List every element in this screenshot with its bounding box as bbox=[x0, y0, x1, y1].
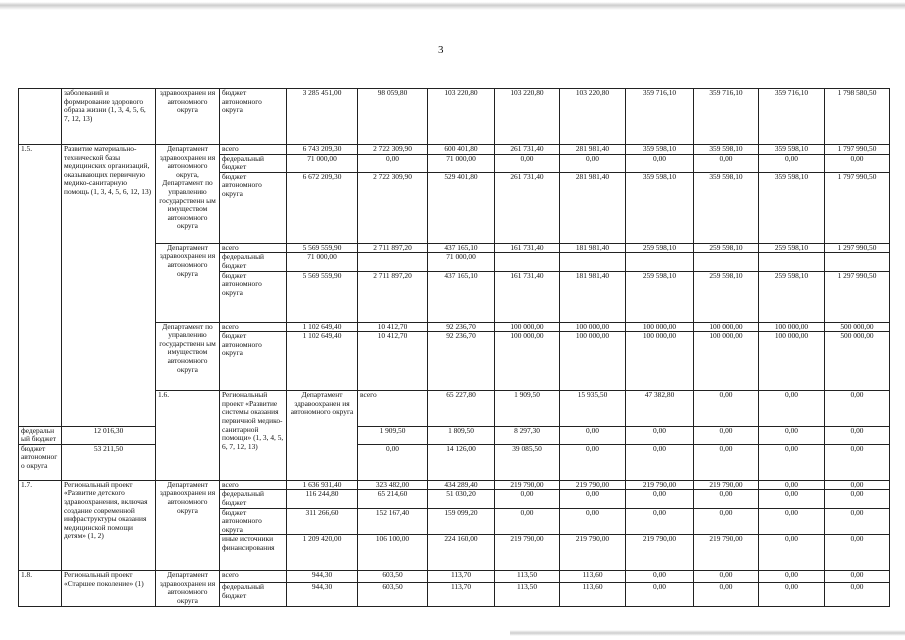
amount-cell: 0,00 bbox=[825, 154, 890, 172]
amount-cell: 0,00 bbox=[694, 508, 759, 535]
item-name-cell: Региональный проект «Развитие системы оказания первичной медико-санитарной помощи» (1, 3, 4, 5, 6, 7, 12, 13) bbox=[220, 391, 287, 481]
amount-cell: 1 797 990,50 bbox=[825, 172, 890, 243]
amount-cell: 10 412,70 bbox=[358, 322, 428, 332]
amount-cell: 0,00 bbox=[694, 571, 759, 583]
amount-cell: 944,30 bbox=[287, 571, 358, 583]
item-name-cell: Региональный проект «Развитие детского здравоохранения, включая создание современной инфраструктуры оказания медицинской помощи детям» (1, 2) bbox=[62, 480, 156, 571]
funding-source-cell: всего bbox=[220, 322, 287, 332]
amount-cell: 0,00 bbox=[694, 426, 759, 444]
amount-cell: 219 790,00 bbox=[626, 480, 694, 490]
amount-cell: 0,00 bbox=[825, 426, 890, 444]
amount-cell: 0,00 bbox=[759, 426, 825, 444]
amount-cell: 100 000,00 bbox=[626, 332, 694, 391]
amount-cell: 71 000,00 bbox=[287, 253, 358, 271]
amount-cell: 113,60 bbox=[560, 571, 626, 583]
amount-cell: 100 000,00 bbox=[560, 332, 626, 391]
amount-cell: 0,00 bbox=[495, 490, 560, 508]
amount-cell: 0,00 bbox=[495, 154, 560, 172]
amount-cell: 359 598,10 bbox=[759, 145, 825, 155]
funding-source-cell: бюджет автономного округа bbox=[220, 508, 287, 535]
amount-cell: 71 000,00 bbox=[428, 253, 495, 271]
executor-cell: Департамент здравоохранен ия автономного округа bbox=[156, 243, 220, 322]
amount-cell: 71 000,00 bbox=[287, 154, 358, 172]
amount-cell: 0,00 bbox=[560, 154, 626, 172]
executor-cell: Департамент здравоохранен ия автономного округа, Департамент по управлению государственн ым имуществом автономного округа bbox=[156, 145, 220, 244]
amount-cell: 1 297 990,50 bbox=[825, 243, 890, 253]
table-row bbox=[19, 480, 890, 490]
item-index-cell: 1.8. bbox=[19, 571, 62, 606]
amount-cell: 103 220,80 bbox=[495, 89, 560, 145]
amount-cell: 103 220,80 bbox=[428, 89, 495, 145]
amount-cell: 261 731,40 bbox=[495, 145, 560, 155]
amount-cell: 311 266,60 bbox=[287, 508, 358, 535]
amount-cell: 14 126,00 bbox=[428, 444, 495, 480]
amount-cell: 0,00 bbox=[759, 490, 825, 508]
item-index-cell: 1.5. bbox=[19, 145, 62, 427]
amount-cell: 47 382,80 bbox=[626, 391, 694, 426]
amount-cell: 1 809,50 bbox=[428, 426, 495, 444]
amount-cell: 100 000,00 bbox=[560, 322, 626, 332]
amount-cell: 1 102 649,40 bbox=[287, 322, 358, 332]
amount-cell: 0,00 bbox=[825, 480, 890, 490]
amount-cell: 603,50 bbox=[358, 571, 428, 583]
amount-cell: 65 214,60 bbox=[358, 490, 428, 508]
item-index-cell: 1.7. bbox=[19, 480, 62, 571]
amount-cell: 113,70 bbox=[428, 583, 495, 606]
executor-cell: Департамент здравоохранен ия автономного округа bbox=[156, 480, 220, 571]
funding-source-cell: федеральный бюджет bbox=[220, 583, 287, 606]
amount-cell: 224 160,00 bbox=[428, 535, 495, 571]
amount-cell: 159 099,20 bbox=[428, 508, 495, 535]
amount-cell: 0,00 bbox=[825, 583, 890, 606]
amount-cell: 0,00 bbox=[560, 426, 626, 444]
executor-cell: здравоохранен ия автономного округа bbox=[156, 89, 220, 145]
amount-cell: 0,00 bbox=[759, 583, 825, 606]
amount-cell: 6 743 209,30 bbox=[287, 145, 358, 155]
amount-cell: 359 598,10 bbox=[694, 172, 759, 243]
amount-cell: 161 731,40 bbox=[495, 243, 560, 253]
amount-cell: 259 598,10 bbox=[694, 243, 759, 253]
amount-cell: 113,70 bbox=[428, 571, 495, 583]
amount-cell: 1 102 649,40 bbox=[287, 332, 358, 391]
amount-cell: 65 227,80 bbox=[428, 391, 495, 426]
funding-source-cell: федеральный бюджет bbox=[220, 253, 287, 271]
amount-cell: 53 211,50 bbox=[62, 444, 156, 480]
amount-cell: 161 731,40 bbox=[495, 271, 560, 322]
amount-cell: 71 000,00 bbox=[428, 154, 495, 172]
amount-cell: 92 236,70 bbox=[428, 332, 495, 391]
amount-cell: 2 722 309,90 bbox=[358, 172, 428, 243]
funding-source-cell: всего bbox=[220, 243, 287, 253]
amount-cell: 944,30 bbox=[287, 583, 358, 606]
amount-cell: 437 165,10 bbox=[428, 243, 495, 253]
amount-cell: 0,00 bbox=[759, 508, 825, 535]
item-index-cell: 1.6. bbox=[156, 391, 220, 481]
amount-cell: 1 636 931,40 bbox=[287, 480, 358, 490]
amount-cell: 0,00 bbox=[759, 154, 825, 172]
amount-cell: 0,00 bbox=[626, 154, 694, 172]
amount-cell: 106 100,00 bbox=[358, 535, 428, 571]
amount-cell bbox=[626, 253, 694, 271]
amount-cell: 359 716,10 bbox=[759, 89, 825, 145]
amount-cell: 600 401,80 bbox=[428, 145, 495, 155]
amount-cell: 0,00 bbox=[358, 444, 428, 480]
amount-cell: 281 981,40 bbox=[560, 145, 626, 155]
executor-cell: Департамент по управлению государственн ым имуществом автономного округа bbox=[156, 322, 220, 391]
amount-cell: 0,00 bbox=[626, 444, 694, 480]
amount-cell: 100 000,00 bbox=[495, 322, 560, 332]
amount-cell: 259 598,10 bbox=[626, 243, 694, 253]
amount-cell: 12 016,30 bbox=[62, 426, 156, 444]
amount-cell: 0,00 bbox=[560, 490, 626, 508]
amount-cell: 259 598,10 bbox=[759, 271, 825, 322]
amount-cell: 0,00 bbox=[694, 154, 759, 172]
amount-cell: 51 030,20 bbox=[428, 490, 495, 508]
table-row bbox=[19, 571, 890, 583]
amount-cell: 3 285 451,00 bbox=[287, 89, 358, 145]
funding-source-cell: федеральный бюджет bbox=[220, 154, 287, 172]
amount-cell: 281 981,40 bbox=[560, 172, 626, 243]
amount-cell: 0,00 bbox=[626, 490, 694, 508]
amount-cell: 0,00 bbox=[694, 444, 759, 480]
amount-cell: 0,00 bbox=[560, 444, 626, 480]
executor-cell: Департамент здравоохранен ия автономного округа bbox=[156, 571, 220, 606]
amount-cell: 259 598,10 bbox=[759, 243, 825, 253]
amount-cell bbox=[825, 253, 890, 271]
funding-source-cell: бюджет автономного округа bbox=[220, 172, 287, 243]
amount-cell: 100 000,00 bbox=[694, 332, 759, 391]
amount-cell: 2 711 897,20 bbox=[358, 271, 428, 322]
amount-cell: 0,00 bbox=[358, 154, 428, 172]
scan-artifact-top bbox=[0, 2, 905, 10]
amount-cell: 0,00 bbox=[626, 583, 694, 606]
amount-cell: 261 731,40 bbox=[495, 172, 560, 243]
amount-cell: 219 790,00 bbox=[495, 535, 560, 571]
amount-cell: 434 289,40 bbox=[428, 480, 495, 490]
item-name-cell: Региональный проект «Старшее поколение» (1) bbox=[62, 571, 156, 606]
amount-cell: 10 412,70 bbox=[358, 332, 428, 391]
amount-cell: 0,00 bbox=[759, 480, 825, 490]
executor-cell: Департамент здравоохранен ия автономного округа bbox=[287, 391, 358, 481]
table-row bbox=[19, 145, 890, 155]
item-index-cell bbox=[19, 89, 62, 145]
amount-cell bbox=[759, 253, 825, 271]
amount-cell: 0,00 bbox=[626, 426, 694, 444]
amount-cell: 529 401,80 bbox=[428, 172, 495, 243]
amount-cell: 5 569 559,90 bbox=[287, 243, 358, 253]
amount-cell: 219 790,00 bbox=[560, 535, 626, 571]
amount-cell: 1 209 420,00 bbox=[287, 535, 358, 571]
amount-cell: 5 569 559,90 bbox=[287, 271, 358, 322]
amount-cell bbox=[495, 253, 560, 271]
amount-cell: 113,50 bbox=[495, 583, 560, 606]
funding-source-cell: бюджет автономного округа bbox=[19, 444, 62, 480]
amount-cell: 500 000,00 bbox=[825, 322, 890, 332]
amount-cell: 116 244,80 bbox=[287, 490, 358, 508]
amount-cell: 219 790,00 bbox=[694, 535, 759, 571]
amount-cell: 1 909,50 bbox=[495, 391, 560, 426]
table-row bbox=[19, 444, 890, 480]
amount-cell: 92 236,70 bbox=[428, 322, 495, 332]
funding-source-cell: федеральный бюджет bbox=[19, 426, 62, 444]
amount-cell bbox=[560, 253, 626, 271]
amount-cell: 500 000,00 bbox=[825, 332, 890, 391]
amount-cell: 0,00 bbox=[694, 490, 759, 508]
amount-cell: 259 598,10 bbox=[694, 271, 759, 322]
funding-source-cell: бюджет автономного округа bbox=[220, 332, 287, 391]
amount-cell: 259 598,10 bbox=[626, 271, 694, 322]
amount-cell: 0,00 bbox=[825, 535, 890, 571]
scan-artifact-bottom bbox=[510, 630, 905, 636]
amount-cell: 100 000,00 bbox=[759, 332, 825, 391]
amount-cell: 359 598,10 bbox=[694, 145, 759, 155]
amount-cell: 100 000,00 bbox=[495, 332, 560, 391]
budget-table bbox=[18, 88, 890, 607]
amount-cell: 113,50 bbox=[495, 571, 560, 583]
amount-cell: 603,50 bbox=[358, 583, 428, 606]
item-name-cell: заболеваний и формирование здорового образа жизни (1, 3, 4, 5, 6, 7, 12, 13) bbox=[62, 89, 156, 145]
amount-cell: 100 000,00 bbox=[626, 322, 694, 332]
amount-cell: 219 790,00 bbox=[694, 480, 759, 490]
amount-cell: 437 165,10 bbox=[428, 271, 495, 322]
amount-cell: 1 798 580,50 bbox=[825, 89, 890, 145]
amount-cell: 1 909,50 bbox=[358, 426, 428, 444]
amount-cell bbox=[694, 253, 759, 271]
amount-cell: 2 711 897,20 bbox=[358, 243, 428, 253]
amount-cell: 0,00 bbox=[825, 391, 890, 426]
amount-cell: 0,00 bbox=[495, 508, 560, 535]
amount-cell: 1 797 990,50 bbox=[825, 145, 890, 155]
table-row bbox=[19, 89, 890, 145]
amount-cell: 0,00 bbox=[759, 444, 825, 480]
amount-cell: 1 297 990,50 bbox=[825, 271, 890, 322]
amount-cell: 0,00 bbox=[694, 391, 759, 426]
amount-cell bbox=[358, 253, 428, 271]
amount-cell: 15 935,50 bbox=[560, 391, 626, 426]
amount-cell: 359 598,10 bbox=[759, 172, 825, 243]
amount-cell: 323 482,00 bbox=[358, 480, 428, 490]
funding-source-cell: всего bbox=[220, 145, 287, 155]
amount-cell: 152 167,40 bbox=[358, 508, 428, 535]
funding-source-cell: иные источники финансирования bbox=[220, 535, 287, 571]
amount-cell: 6 672 209,30 bbox=[287, 172, 358, 243]
funding-source-cell: всего bbox=[220, 571, 287, 583]
amount-cell: 100 000,00 bbox=[694, 322, 759, 332]
amount-cell: 359 598,10 bbox=[626, 172, 694, 243]
amount-cell: 359 598,10 bbox=[626, 145, 694, 155]
amount-cell: 181 981,40 bbox=[560, 271, 626, 322]
funding-source-cell: федеральный бюджет bbox=[220, 490, 287, 508]
amount-cell: 0,00 bbox=[825, 571, 890, 583]
funding-source-cell: всего bbox=[220, 480, 287, 490]
funding-source-cell: бюджет автономного округа bbox=[220, 89, 287, 145]
amount-cell: 0,00 bbox=[759, 391, 825, 426]
amount-cell: 219 790,00 bbox=[495, 480, 560, 490]
amount-cell: 0,00 bbox=[626, 508, 694, 535]
amount-cell: 0,00 bbox=[825, 490, 890, 508]
table-row bbox=[19, 426, 890, 444]
amount-cell: 0,00 bbox=[759, 535, 825, 571]
amount-cell: 100 000,00 bbox=[759, 322, 825, 332]
amount-cell: 39 085,50 bbox=[495, 444, 560, 480]
amount-cell: 2 722 309,90 bbox=[358, 145, 428, 155]
amount-cell: 0,00 bbox=[626, 571, 694, 583]
amount-cell: 0,00 bbox=[560, 508, 626, 535]
funding-source-cell: всего bbox=[358, 391, 428, 426]
amount-cell: 0,00 bbox=[825, 444, 890, 480]
amount-cell: 181 981,40 bbox=[560, 243, 626, 253]
amount-cell: 359 716,10 bbox=[694, 89, 759, 145]
amount-cell: 8 297,30 bbox=[495, 426, 560, 444]
amount-cell: 219 790,00 bbox=[560, 480, 626, 490]
page-number: 3 bbox=[438, 44, 444, 56]
amount-cell: 359 716,10 bbox=[626, 89, 694, 145]
amount-cell: 0,00 bbox=[694, 583, 759, 606]
item-name-cell: Развитие материально-технической базы медицинских организаций, оказывающих первичную медико-санитарную помощь (1, 3, 4, 5, 6, 12, 13) bbox=[62, 145, 156, 427]
amount-cell: 0,00 bbox=[759, 571, 825, 583]
funding-source-cell: бюджет автономного округа bbox=[220, 271, 287, 322]
amount-cell: 113,60 bbox=[560, 583, 626, 606]
amount-cell: 103 220,80 bbox=[560, 89, 626, 145]
amount-cell: 219 790,00 bbox=[626, 535, 694, 571]
amount-cell: 0,00 bbox=[825, 508, 890, 535]
amount-cell: 98 059,80 bbox=[358, 89, 428, 145]
